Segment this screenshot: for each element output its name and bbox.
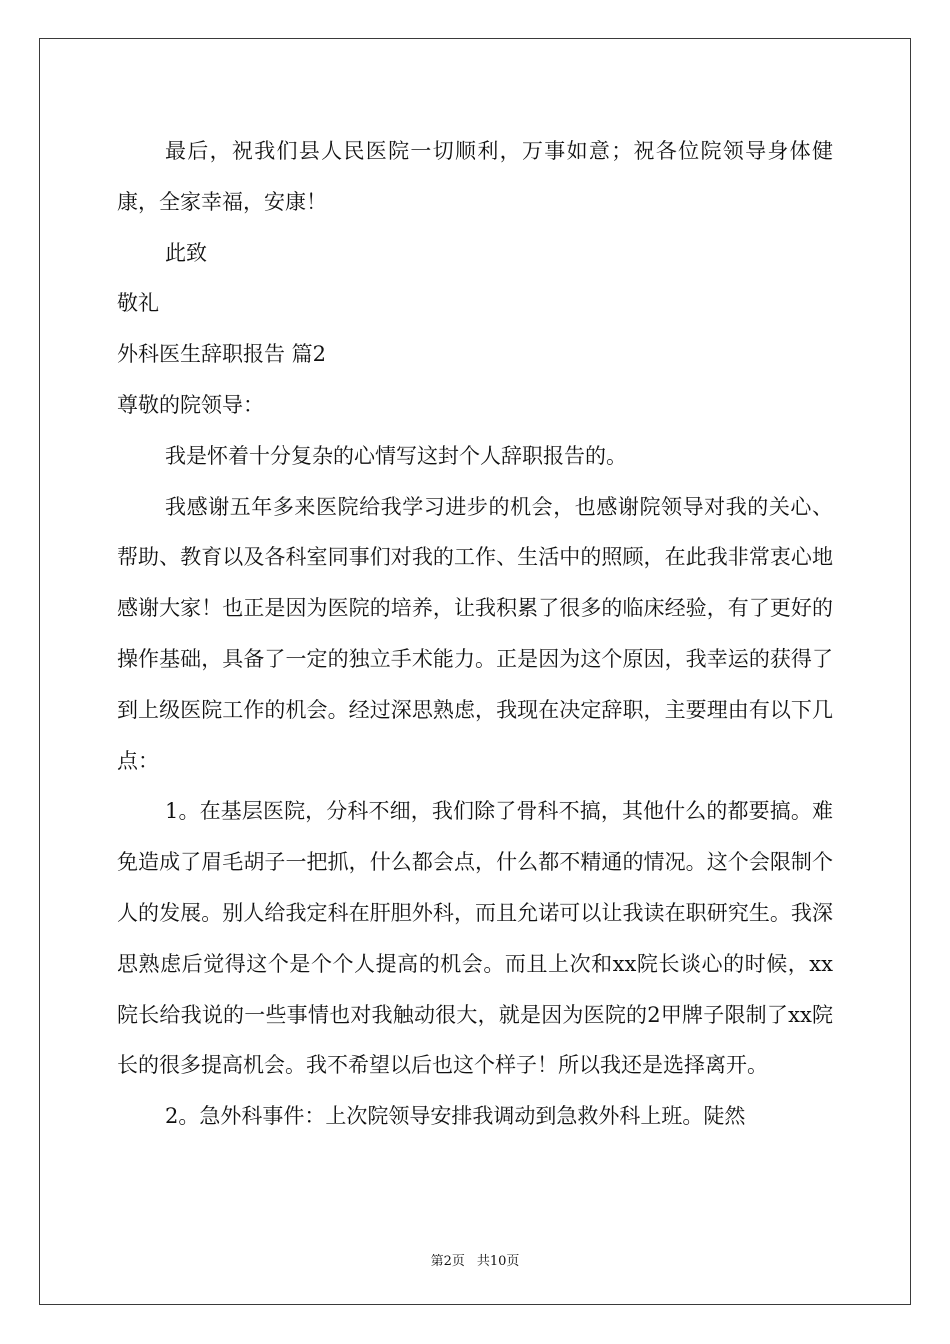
- paragraph: 敬礼: [117, 291, 159, 316]
- salutation: 尊敬的院领导：: [117, 392, 264, 417]
- paragraph: 最后，祝我们县人民医院一切顺利，万事如意；祝各位院领导身体健康，全家幸福，安康！: [117, 139, 833, 214]
- page-total: 共10页: [476, 1254, 520, 1269]
- paragraph: 我感谢五年多来医院给我学习进步的机会，也感谢院领导对我的关心、帮助、教育以及各科室同事们对我的工作、生活中的照顾，在此我非常衷心地感谢大家！也正是因为医院的培养，让我积累了很多的临床经验，有了更好的操作基础，具备了一定的独立手术能力。正是因为这个原因，我幸运的获得了到上级医院工作的机会。经过深思熟虑，我现在决定辞职，主要理由有以下几点：: [117, 494, 833, 773]
- paragraph: 我是怀着十分复杂的心情写这封个人辞职报告的。: [165, 443, 627, 468]
- page-footer: [0, 1250, 950, 1269]
- paragraph: 1。在基层医院，分科不细，我们除了骨科不搞，其他什么的都要搞。难免造成了眉毛胡子一把抓，什么都会点，什么都不精通的情况。这个会限制个人的发展。别人给我定科在肝胆外科，而且允诺可以让我读在职研究生。我深思熟虑后觉得这个是个个人提高的机会。而且上次和xx院长谈心的时候，xx院长给我说的一些事情也对我触动很大，就是因为医院的2甲牌子限制了xx院长的很多提高机会。我不希望以后也这个样子！所以我还是选择离开。: [117, 799, 833, 1078]
- paragraph: 2。急外科事件：上次院领导安排我调动到急救外科上班。陡然: [165, 1104, 746, 1129]
- page-number: 第2页: [430, 1254, 465, 1269]
- document-body: [117, 126, 833, 1142]
- section-heading: 外科医生辞职报告 篇2: [117, 342, 327, 367]
- paragraph: 此致: [165, 240, 207, 265]
